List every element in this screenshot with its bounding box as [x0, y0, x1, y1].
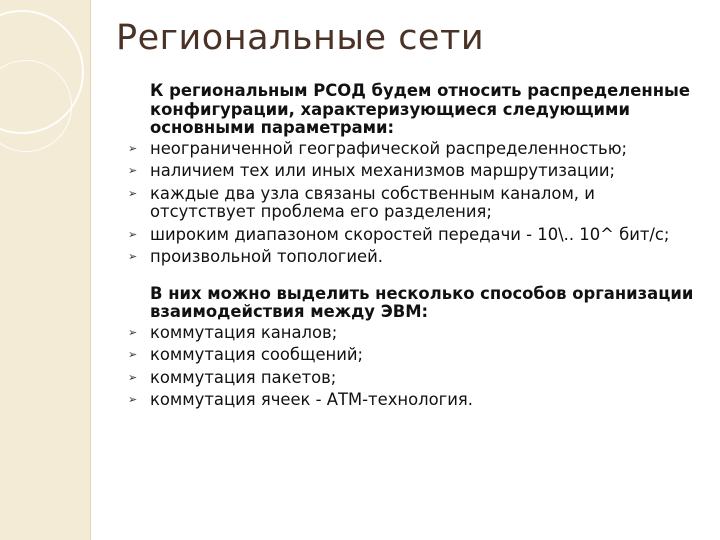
slide-body [128, 82, 698, 410]
arrow-bullet-icon: ➢ [128, 164, 138, 177]
list-item-text: коммутация пакетов; [150, 367, 337, 387]
decorative-left-band [0, 0, 90, 540]
list-item [128, 369, 698, 388]
arrow-bullet-icon: ➢ [128, 227, 138, 241]
list-item [128, 346, 698, 365]
list-item [128, 324, 698, 343]
arrow-bullet-icon: ➢ [128, 141, 138, 155]
list-item [128, 248, 698, 267]
list-item-text: произвольной топологией. [150, 247, 383, 266]
list-item-text: широким диапазоном скоростей передачи - 10\.. 10^ бит/с; [150, 224, 670, 244]
methods-intro-paragraph: В них можно выделить несколько способов организации взаимодействия между ЭВМ: [150, 283, 694, 321]
arrow-bullet-icon: ➢ [128, 186, 138, 200]
arrow-bullet-icon: ➢ [128, 250, 138, 263]
list-item-text: коммутация ячеек - АТМ-технология. [150, 390, 473, 409]
slide-title: Региональные сети [116, 18, 485, 58]
list-item-text: наличием тех или иных механизмов маршрутизации; [150, 161, 616, 180]
band-divider [90, 0, 91, 540]
list-item-text: коммутация сообщений; [150, 345, 364, 364]
list-item-text: неограниченной географической распределенностью; [150, 138, 628, 158]
arrow-bullet-icon: ➢ [128, 348, 138, 361]
spacer [128, 267, 698, 285]
list-item [128, 391, 698, 410]
arrow-bullet-icon: ➢ [128, 370, 138, 384]
intro-paragraph: К региональным РСОД будем относить распределенные конфигурации, характеризующиеся следующими основными параметрами: [150, 81, 690, 137]
list-item [128, 226, 698, 245]
arrow-bullet-icon: ➢ [128, 393, 138, 406]
list-item-text: каждые два узла связаны собственным каналом, и отсутствует проблема его разделения; [150, 183, 595, 221]
arrow-bullet-icon: ➢ [128, 325, 138, 339]
list-item [128, 140, 698, 159]
list-item [128, 185, 698, 222]
list-item [128, 162, 698, 181]
list-item-text: коммутация каналов; [150, 322, 338, 342]
